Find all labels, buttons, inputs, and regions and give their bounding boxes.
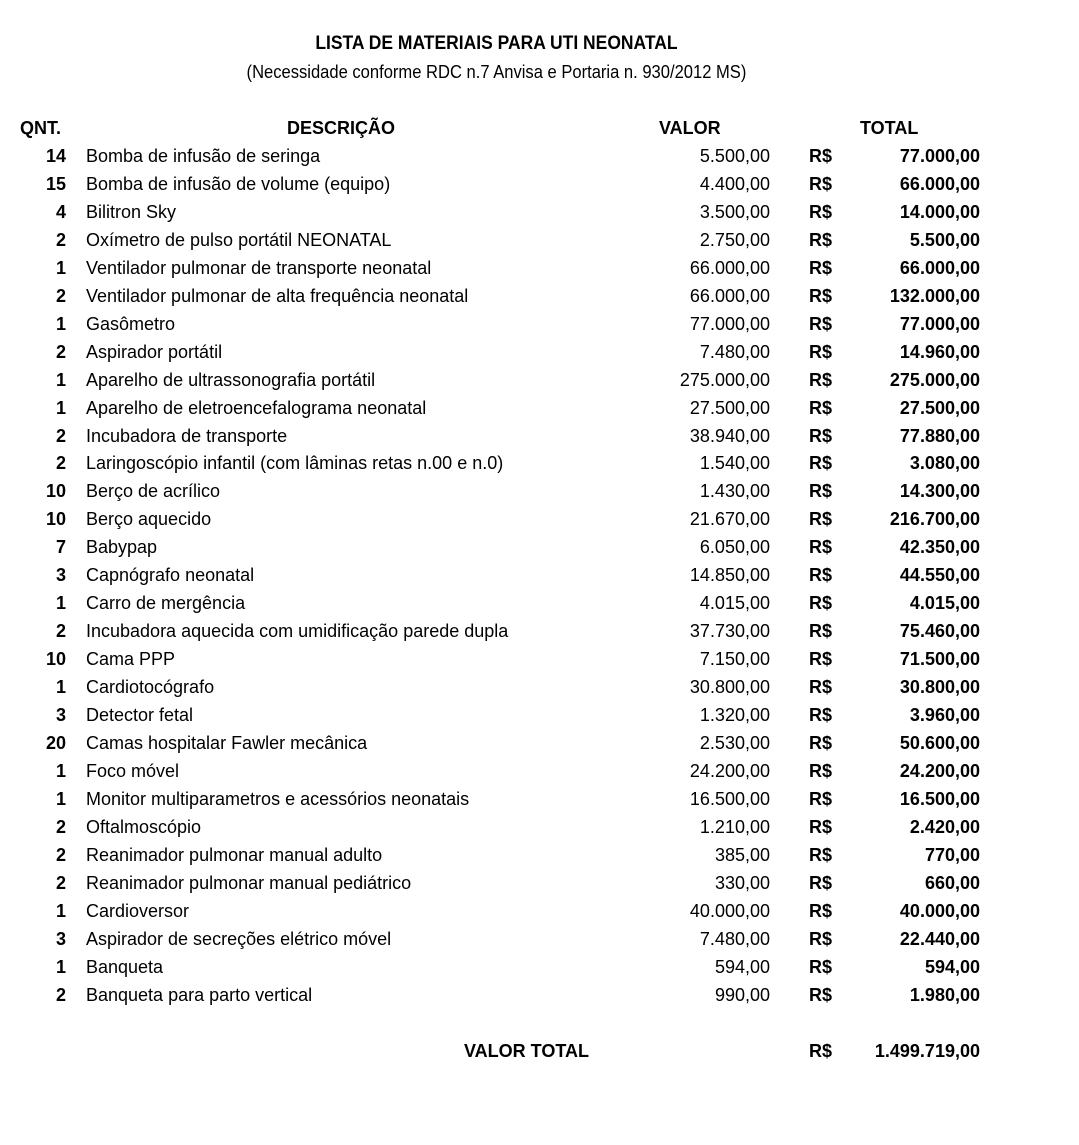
row-qnt: 1 xyxy=(55,900,66,921)
materials-table xyxy=(0,143,1079,1010)
row-currency: R$ xyxy=(809,425,833,446)
row-qnt: 1 xyxy=(55,593,66,614)
table-row xyxy=(0,618,1079,646)
row-valor: 77.000,00 xyxy=(689,313,770,334)
row-valor: 1.430,00 xyxy=(699,481,770,502)
row-qnt: 1 xyxy=(55,313,66,334)
row-valor: 594,00 xyxy=(714,956,770,977)
row-total: 77.880,00 xyxy=(899,425,980,446)
row-total: 44.550,00 xyxy=(899,565,980,586)
row-currency: R$ xyxy=(809,257,833,278)
table-row xyxy=(0,590,1079,618)
row-valor: 38.940,00 xyxy=(689,425,770,446)
row-currency: R$ xyxy=(809,397,833,418)
table-row xyxy=(0,143,1079,171)
row-qnt: 2 xyxy=(55,872,66,893)
header-total: TOTAL xyxy=(860,118,919,138)
row-qnt: 1 xyxy=(55,788,66,809)
table-row xyxy=(0,339,1079,367)
row-currency: R$ xyxy=(809,928,833,949)
row-descricao: Capnógrafo neonatal xyxy=(86,565,255,586)
row-descricao: Berço de acrílico xyxy=(86,481,221,502)
table-row xyxy=(0,898,1079,926)
table-row xyxy=(0,171,1079,199)
row-descricao: Cama PPP xyxy=(86,649,176,670)
row-descricao: Aspirador portátil xyxy=(86,341,223,362)
row-qnt: 20 xyxy=(45,733,66,754)
table-row xyxy=(0,478,1079,506)
row-total: 275.000,00 xyxy=(889,369,980,390)
row-valor: 27.500,00 xyxy=(689,397,770,418)
row-total: 14.000,00 xyxy=(899,201,980,222)
table-row xyxy=(0,674,1079,702)
row-currency: R$ xyxy=(809,369,833,390)
row-total: 2.420,00 xyxy=(909,816,980,837)
table-row xyxy=(0,534,1079,562)
row-currency: R$ xyxy=(809,537,833,558)
row-valor: 990,00 xyxy=(714,984,770,1005)
row-total: 75.460,00 xyxy=(899,621,980,642)
table-row xyxy=(0,395,1079,423)
grand-total-row xyxy=(0,1041,1079,1065)
row-currency: R$ xyxy=(809,481,833,502)
row-qnt: 10 xyxy=(45,649,66,670)
grand-total-label: VALOR TOTAL xyxy=(464,1041,589,1061)
row-descricao: Reanimador pulmonar manual adulto xyxy=(86,844,383,865)
row-total: 14.300,00 xyxy=(899,481,980,502)
row-valor: 275.000,00 xyxy=(679,369,770,390)
row-valor: 40.000,00 xyxy=(689,900,770,921)
row-descricao: Gasômetro xyxy=(86,313,176,334)
table-row xyxy=(0,562,1079,590)
row-currency: R$ xyxy=(809,593,833,614)
row-qnt: 3 xyxy=(55,705,66,726)
row-currency: R$ xyxy=(809,733,833,754)
row-total: 3.960,00 xyxy=(909,705,980,726)
row-valor: 1.540,00 xyxy=(699,453,770,474)
row-total: 30.800,00 xyxy=(899,677,980,698)
table-row xyxy=(0,982,1079,1010)
row-qnt: 10 xyxy=(45,481,66,502)
row-descricao: Oxímetro de pulso portátil NEONATAL xyxy=(86,229,392,250)
row-valor: 330,00 xyxy=(714,872,770,893)
row-descricao: Ventilador pulmonar de transporte neonatal xyxy=(86,257,432,278)
row-descricao: Aparelho de eletroencefalograma neonatal xyxy=(86,397,427,418)
row-valor: 2.530,00 xyxy=(699,733,770,754)
row-total: 5.500,00 xyxy=(909,229,980,250)
document-title: LISTA DE MATERIAIS PARA UTI NEONATAL xyxy=(315,33,678,54)
header-qnt: QNT. xyxy=(20,118,62,138)
row-qnt: 3 xyxy=(55,928,66,949)
row-qnt: 3 xyxy=(55,565,66,586)
row-descricao: Banqueta xyxy=(86,956,164,977)
row-qnt: 1 xyxy=(55,369,66,390)
row-qnt: 1 xyxy=(55,397,66,418)
table-row xyxy=(0,311,1079,339)
row-total: 14.960,00 xyxy=(899,341,980,362)
row-currency: R$ xyxy=(809,565,833,586)
table-row xyxy=(0,199,1079,227)
row-total: 40.000,00 xyxy=(899,900,980,921)
row-total: 27.500,00 xyxy=(899,397,980,418)
row-valor: 66.000,00 xyxy=(689,285,770,306)
row-currency: R$ xyxy=(809,705,833,726)
row-qnt: 2 xyxy=(55,816,66,837)
row-currency: R$ xyxy=(809,956,833,977)
row-descricao: Bomba de infusão de volume (equipo) xyxy=(86,173,391,194)
row-qnt: 2 xyxy=(55,984,66,1005)
row-valor: 7.150,00 xyxy=(699,649,770,670)
row-valor: 3.500,00 xyxy=(699,201,770,222)
row-total: 77.000,00 xyxy=(899,313,980,334)
row-total: 770,00 xyxy=(924,844,980,865)
row-total: 132.000,00 xyxy=(889,285,980,306)
table-row xyxy=(0,283,1079,311)
row-qnt: 15 xyxy=(45,173,66,194)
row-currency: R$ xyxy=(809,285,833,306)
row-valor: 385,00 xyxy=(714,844,770,865)
row-qnt: 2 xyxy=(55,285,66,306)
row-qnt: 10 xyxy=(45,509,66,530)
row-descricao: Babypap xyxy=(86,537,158,558)
row-currency: R$ xyxy=(809,509,833,530)
row-valor: 21.670,00 xyxy=(689,509,770,530)
row-descricao: Laringoscópio infantil (com lâminas retas n.00 e n.0) xyxy=(86,453,504,474)
row-currency: R$ xyxy=(809,453,833,474)
row-qnt: 1 xyxy=(55,677,66,698)
row-descricao: Incubadora de transporte xyxy=(86,425,288,446)
row-currency: R$ xyxy=(809,621,833,642)
row-currency: R$ xyxy=(809,649,833,670)
row-qnt: 2 xyxy=(55,621,66,642)
row-currency: R$ xyxy=(809,984,833,1005)
row-total: 24.200,00 xyxy=(899,760,980,781)
row-currency: R$ xyxy=(809,816,833,837)
table-row xyxy=(0,255,1079,283)
row-valor: 7.480,00 xyxy=(699,928,770,949)
row-currency: R$ xyxy=(809,146,833,166)
row-total: 216.700,00 xyxy=(889,509,980,530)
row-descricao: Berço aquecido xyxy=(86,509,212,530)
row-total: 77.000,00 xyxy=(899,146,980,166)
table-row xyxy=(0,730,1079,758)
row-valor: 30.800,00 xyxy=(689,677,770,698)
row-valor: 4.400,00 xyxy=(699,173,770,194)
row-currency: R$ xyxy=(809,341,833,362)
row-qnt: 4 xyxy=(55,201,66,222)
row-qnt: 2 xyxy=(55,229,66,250)
row-currency: R$ xyxy=(809,173,833,194)
row-valor: 1.320,00 xyxy=(699,705,770,726)
row-descricao: Bilitron Sky xyxy=(86,201,177,222)
row-total: 22.440,00 xyxy=(899,928,980,949)
row-valor: 66.000,00 xyxy=(689,257,770,278)
row-currency: R$ xyxy=(809,201,833,222)
row-total: 66.000,00 xyxy=(899,173,980,194)
table-row xyxy=(0,814,1079,842)
row-total: 3.080,00 xyxy=(909,453,980,474)
row-currency: R$ xyxy=(809,313,833,334)
row-descricao: Cardiotocógrafo xyxy=(86,677,215,698)
row-qnt: 14 xyxy=(45,146,66,166)
table-row xyxy=(0,646,1079,674)
table-row xyxy=(0,842,1079,870)
row-qnt: 1 xyxy=(55,257,66,278)
row-total: 71.500,00 xyxy=(899,649,980,670)
row-qnt: 7 xyxy=(55,537,66,558)
table-row xyxy=(0,870,1079,898)
row-descricao: Banqueta para parto vertical xyxy=(86,984,313,1005)
row-descricao: Cardioversor xyxy=(86,900,190,921)
row-descricao: Foco móvel xyxy=(86,760,180,781)
row-descricao: Monitor multiparametros e acessórios neonatais xyxy=(86,788,470,809)
table-row xyxy=(0,367,1079,395)
document-subtitle: (Necessidade conforme RDC n.7 Anvisa e Portaria n. 930/2012 MS) xyxy=(246,62,747,82)
row-currency: R$ xyxy=(809,788,833,809)
row-qnt: 1 xyxy=(55,956,66,977)
row-valor: 1.210,00 xyxy=(699,816,770,837)
row-valor: 16.500,00 xyxy=(689,788,770,809)
header-valor: VALOR xyxy=(659,118,721,138)
table-row xyxy=(0,506,1079,534)
row-qnt: 2 xyxy=(55,341,66,362)
table-row xyxy=(0,227,1079,255)
row-total: 594,00 xyxy=(924,956,980,977)
row-valor: 14.850,00 xyxy=(689,565,770,586)
row-valor: 37.730,00 xyxy=(689,621,770,642)
row-descricao: Incubadora aquecida com umidificação parede dupla xyxy=(86,621,509,642)
table-row xyxy=(0,926,1079,954)
row-total: 16.500,00 xyxy=(899,788,980,809)
table-row xyxy=(0,423,1079,451)
row-currency: R$ xyxy=(809,900,833,921)
row-total: 660,00 xyxy=(924,872,980,893)
row-qnt: 2 xyxy=(55,425,66,446)
row-qnt: 1 xyxy=(55,760,66,781)
row-descricao: Carro de mergência xyxy=(86,593,246,614)
row-qnt: 2 xyxy=(55,844,66,865)
row-descricao: Ventilador pulmonar de alta frequência neonatal xyxy=(86,285,469,306)
row-qnt: 2 xyxy=(55,453,66,474)
row-descricao: Oftalmoscópio xyxy=(86,816,202,837)
grand-total-currency: R$ xyxy=(809,1041,833,1061)
header-descricao: DESCRIÇÃO xyxy=(287,118,396,138)
row-currency: R$ xyxy=(809,760,833,781)
row-total: 66.000,00 xyxy=(899,257,980,278)
table-row xyxy=(0,450,1079,478)
row-descricao: Bomba de infusão de seringa xyxy=(86,146,321,166)
row-valor: 5.500,00 xyxy=(699,146,770,166)
table-row xyxy=(0,758,1079,786)
row-currency: R$ xyxy=(809,677,833,698)
grand-total-value: 1.499.719,00 xyxy=(874,1041,980,1061)
row-descricao: Reanimador pulmonar manual pediátrico xyxy=(86,872,412,893)
row-currency: R$ xyxy=(809,229,833,250)
row-total: 1.980,00 xyxy=(909,984,980,1005)
row-total: 50.600,00 xyxy=(899,733,980,754)
row-descricao: Aspirador de secreções elétrico móvel xyxy=(86,928,392,949)
table-row xyxy=(0,702,1079,730)
row-valor: 2.750,00 xyxy=(699,229,770,250)
table-row xyxy=(0,786,1079,814)
row-currency: R$ xyxy=(809,844,833,865)
row-currency: R$ xyxy=(809,872,833,893)
table-row xyxy=(0,954,1079,982)
row-total: 42.350,00 xyxy=(899,537,980,558)
row-valor: 6.050,00 xyxy=(699,537,770,558)
row-valor: 4.015,00 xyxy=(699,593,770,614)
row-valor: 7.480,00 xyxy=(699,341,770,362)
row-total: 4.015,00 xyxy=(909,593,980,614)
row-descricao: Aparelho de ultrassonografia portátil xyxy=(86,369,376,390)
row-valor: 24.200,00 xyxy=(689,760,770,781)
row-descricao: Camas hospitalar Fawler mecânica xyxy=(86,733,368,754)
row-descricao: Detector fetal xyxy=(86,705,194,726)
